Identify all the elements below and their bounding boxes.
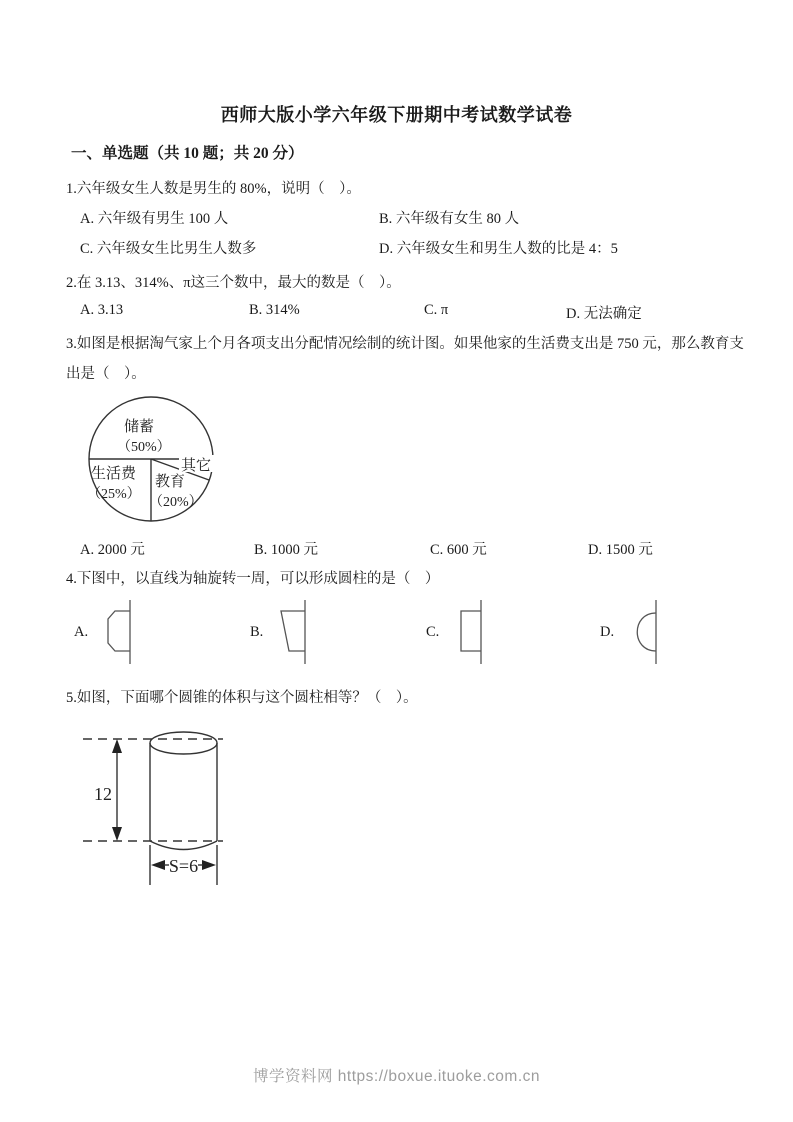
pie-label-savings-pct: （50%） bbox=[117, 440, 171, 455]
q1-option-a: A. 六年级有男生 100 人 bbox=[80, 211, 229, 227]
rotation-shape-c-figure bbox=[441, 598, 497, 666]
rotation-shape-a-figure bbox=[90, 598, 146, 666]
question-3-text-line2: 出是（ ）。 bbox=[66, 366, 146, 382]
question-2-text: 2.在 3.13、314%、π这三个数中，最大的数是（ ）。 bbox=[66, 275, 401, 291]
q3-option-d: D. 1500 元 bbox=[588, 542, 653, 558]
q4-label-b: B. bbox=[250, 623, 264, 640]
q1-option-b: B. 六年级有女生 80 人 bbox=[379, 211, 520, 227]
q4-choice-b bbox=[250, 598, 321, 666]
pie-label-living: 生活费 bbox=[91, 466, 137, 482]
q2-option-c: C. π bbox=[424, 302, 449, 318]
q3-option-a: A. 2000 元 bbox=[80, 542, 145, 558]
pie-chart-figure bbox=[84, 395, 234, 529]
q4-choice-a bbox=[74, 598, 146, 666]
q3-option-c: C. 600 元 bbox=[430, 542, 487, 558]
q4-choice-c bbox=[426, 598, 497, 666]
section-heading: 一、单选题（共 10 题；共 20 分） bbox=[71, 145, 304, 162]
height-label: 12 bbox=[94, 784, 112, 804]
pie-label-savings: 储蓄 bbox=[124, 419, 155, 435]
q3-option-b: B. 1000 元 bbox=[254, 542, 319, 558]
rotation-shape-b-figure bbox=[265, 598, 321, 666]
question-3-text-line1: 3.如图是根据淘气家上个月各项支出分配情况绘制的统计图。如果他家的生活费支出是 750 元，那么教育支 bbox=[66, 336, 744, 352]
cylinder-figure bbox=[60, 716, 310, 896]
q4-label-d: D. bbox=[600, 623, 615, 640]
pie-label-education-pct: （20%） bbox=[149, 495, 203, 510]
page-title: 西师大版小学六年级下册期中考试数学试卷 bbox=[220, 105, 573, 125]
cylinder-top bbox=[150, 732, 217, 754]
q2-option-d: D. 无法确定 bbox=[566, 306, 642, 322]
cylinder-bottom bbox=[150, 841, 217, 850]
footer-watermark: 博学资料网 https://boxue.ituoke.com.cn bbox=[253, 1068, 540, 1085]
pie-label-living-pct: （25%） bbox=[87, 487, 141, 502]
base-area-label: S=6 bbox=[168, 856, 199, 876]
question-4-text: 4.下图中，以直线为轴旋转一周，可以形成圆柱的是（ ） bbox=[66, 571, 440, 587]
q4-choice-d bbox=[600, 598, 672, 666]
q4-label-a: A. bbox=[74, 623, 89, 640]
pie-label-education: 教育 bbox=[155, 474, 186, 490]
q1-option-d: D. 六年级女生和男生人数的比是 4：5 bbox=[379, 241, 618, 257]
q1-option-c: C. 六年级女生比男生人数多 bbox=[80, 241, 257, 257]
q2-option-b: B. 314% bbox=[249, 302, 300, 318]
q4-label-c: C. bbox=[426, 623, 440, 640]
q2-option-a: A. 3.13 bbox=[80, 302, 124, 318]
question-5-text: 5.如图，下面哪个圆锥的体积与这个圆柱相等？（ ）。 bbox=[66, 690, 418, 706]
question-1-text: 1.六年级女生人数是男生的 80%，说明（ ）。 bbox=[66, 181, 361, 197]
pie-label-other: 其它 bbox=[181, 458, 212, 474]
rotation-shape-d-figure bbox=[616, 598, 672, 666]
